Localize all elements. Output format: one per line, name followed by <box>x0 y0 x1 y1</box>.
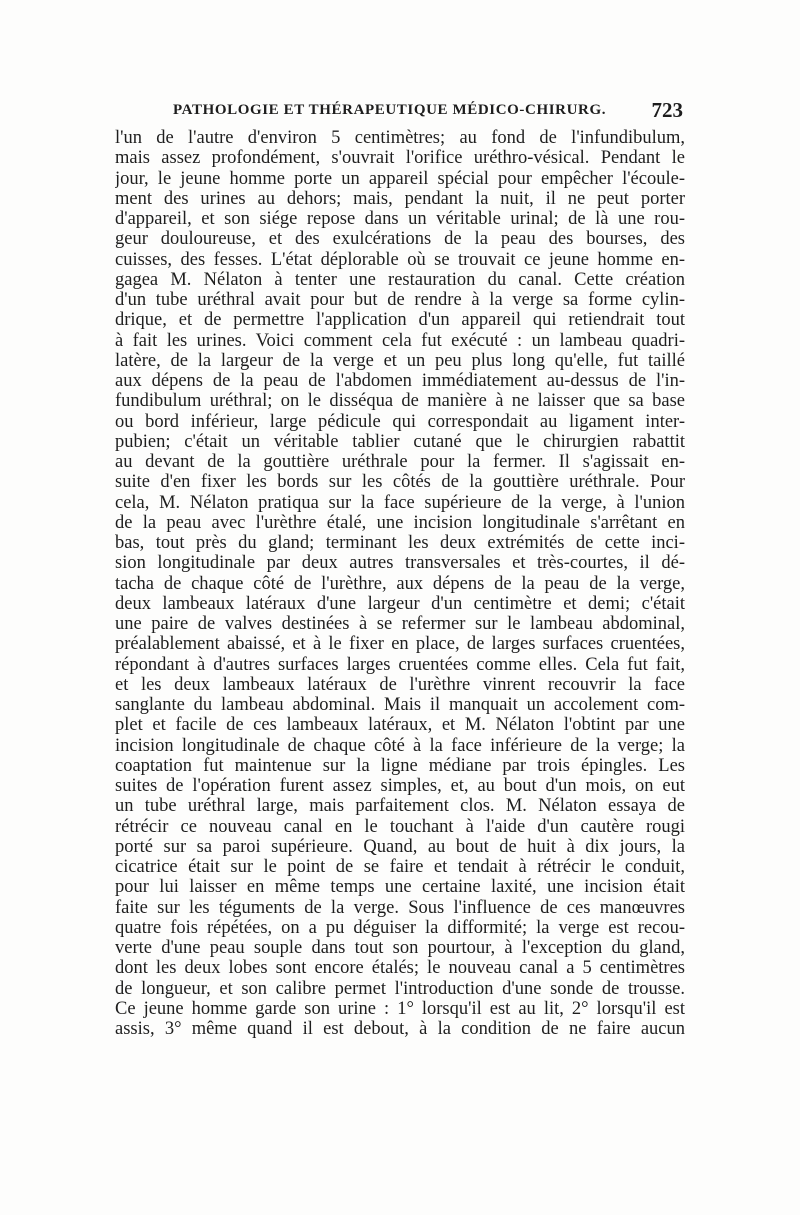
text-line: sanglante du lambeau abdominal. Mais il manquait un accolement com- <box>115 695 685 715</box>
text-line: d'appareil, et son siége repose dans un véritable urinal; de là une rou- <box>115 209 685 229</box>
text-line: tacha de chaque côté de l'urèthre, aux dépens de la peau de la verge, <box>115 573 685 594</box>
text-line: verte d'une peau souple dans tout son pourtour, à l'exception du gland, <box>115 938 685 958</box>
text-line: et les deux lambeaux latéraux de l'urèthre vinrent recouvrir la face <box>115 674 685 695</box>
text-line: un tube uréthral large, mais parfaitement clos. M. Nélaton essaya de <box>115 796 685 817</box>
text-line: pubien; c'était un véritable tablier cutané que le chirurgien rabattit <box>115 431 685 452</box>
text-line: jour, le jeune homme porte un appareil spécial pour empêcher l'écoule- <box>115 168 685 189</box>
page-number: 723 <box>651 98 683 122</box>
text-line: dont les deux lobes sont encore étalés; le nouveau canal a 5 centimètres <box>115 958 685 979</box>
text-line: drique, et de permettre l'application d'un appareil qui retiendrait tout <box>115 310 685 331</box>
text-line: coaptation fut maintenue sur la ligne médiane par trois épingles. Les <box>115 755 685 776</box>
text-line: incision longitudinale de chaque côté à la face inférieure de la verge; la <box>115 735 685 756</box>
text-line: ou bord inférieur, large pédicule qui correspondait au ligament inter- <box>115 411 685 432</box>
text-line: suites de l'opération furent assez simples, et, au bout d'un mois, on eut <box>115 776 685 796</box>
text-line: cuisses, des fesses. L'état déplorable où se trouvait ce jeune homme en- <box>115 249 685 270</box>
text-line: préalablement abaissé, et à le fixer en place, de larges surfaces cruentées, <box>115 634 685 655</box>
text-line: geur douloureuse, et des exulcérations de la peau des bourses, des <box>115 229 685 250</box>
text-line: au devant de la gouttière uréthrale pour la fermer. Il s'agissait en- <box>115 452 685 472</box>
text-line: fundibulum uréthral; on le disséqua de manière à ne laisser que sa base <box>115 391 685 412</box>
text-line: ment des urines au dehors; mais, pendant la nuit, il ne peut porter <box>115 188 685 209</box>
text-line: d'un tube uréthral avait pour but de rendre à la verge sa forme cylin- <box>115 290 685 310</box>
text-line: Ce jeune homme garde son urine : 1° lorsqu'il est au lit, 2° lorsqu'il est <box>115 998 685 1019</box>
text-line: plet et facile de ces lambeaux latéraux, et M. Nélaton l'obtint par une <box>115 715 685 736</box>
text-line: à fait les urines. Voici comment cela fut exécuté : un lambeau quadri- <box>115 330 685 351</box>
text-line: de longueur, et son calibre permet l'introduction d'une sonde de trousse. <box>115 978 685 999</box>
text-line: une paire de valves destinées à se refermer sur le lambeau abdominal, <box>115 614 685 634</box>
text-line: sion longitudinale par deux autres transversales et très-courtes, il dé- <box>115 553 685 574</box>
text-line: répondant à d'autres surfaces larges cruentées comme elles. Cela fut fait, <box>115 654 685 675</box>
text-line: rétrécir ce nouveau canal en le touchant à l'aide d'un cautère rougi <box>115 816 685 837</box>
text-line: l'un de l'autre d'environ 5 centimètres; au fond de l'infundibulum, <box>115 128 685 148</box>
text-line: bas, tout près du gland; terminant les deux extrémités de cette inci- <box>115 533 685 553</box>
text-line: gagea M. Nélaton à tenter une restauration du canal. Cette création <box>115 269 685 290</box>
text-line: latère, de la largeur de la verge et un peu plus long qu'elle, fut taillé <box>115 350 685 371</box>
text-line: cela, M. Nélaton pratiqua sur la face supérieure de la verge, à l'union <box>115 492 685 513</box>
text-line: mais assez profondément, s'ouvrait l'orifice uréthro-vésical. Pendant le <box>115 148 685 169</box>
text-line: quatre fois répétées, on a pu déguiser la difformité; la verge est recou- <box>115 917 685 938</box>
text-line: assis, 3° même quand il est debout, à la condition de ne faire aucun <box>115 1019 685 1039</box>
text-line: aux dépens de la peau de l'abdomen immédiatement au-dessus de l'in- <box>115 371 685 391</box>
text-line: deux lambeaux latéraux d'une largeur d'un centimètre et demi; c'était <box>115 593 685 614</box>
text-line: porté sur sa paroi supérieure. Quand, au bout de huit à dix jours, la <box>115 836 685 857</box>
running-title: PATHOLOGIE ET THÉRAPEUTIQUE MÉDICO-CHIRURG. <box>173 102 607 118</box>
text-line: pour lui laisser en même temps une certaine laxité, une incision était <box>115 877 685 898</box>
body-text <box>115 128 685 1039</box>
text-line: faite sur les téguments de la verge. Sous l'influence de ces manœuvres <box>115 897 685 918</box>
page-header <box>115 98 685 128</box>
text-line: cicatrice était sur le point de se faire et tendait à rétrécir le conduit, <box>115 857 685 877</box>
text-line: de la peau avec l'urèthre étalé, une incision longitudinale s'arrêtant en <box>115 512 685 533</box>
text-line: suite d'en fixer les bords sur les côtés de la gouttière uréthrale. Pour <box>115 472 685 493</box>
